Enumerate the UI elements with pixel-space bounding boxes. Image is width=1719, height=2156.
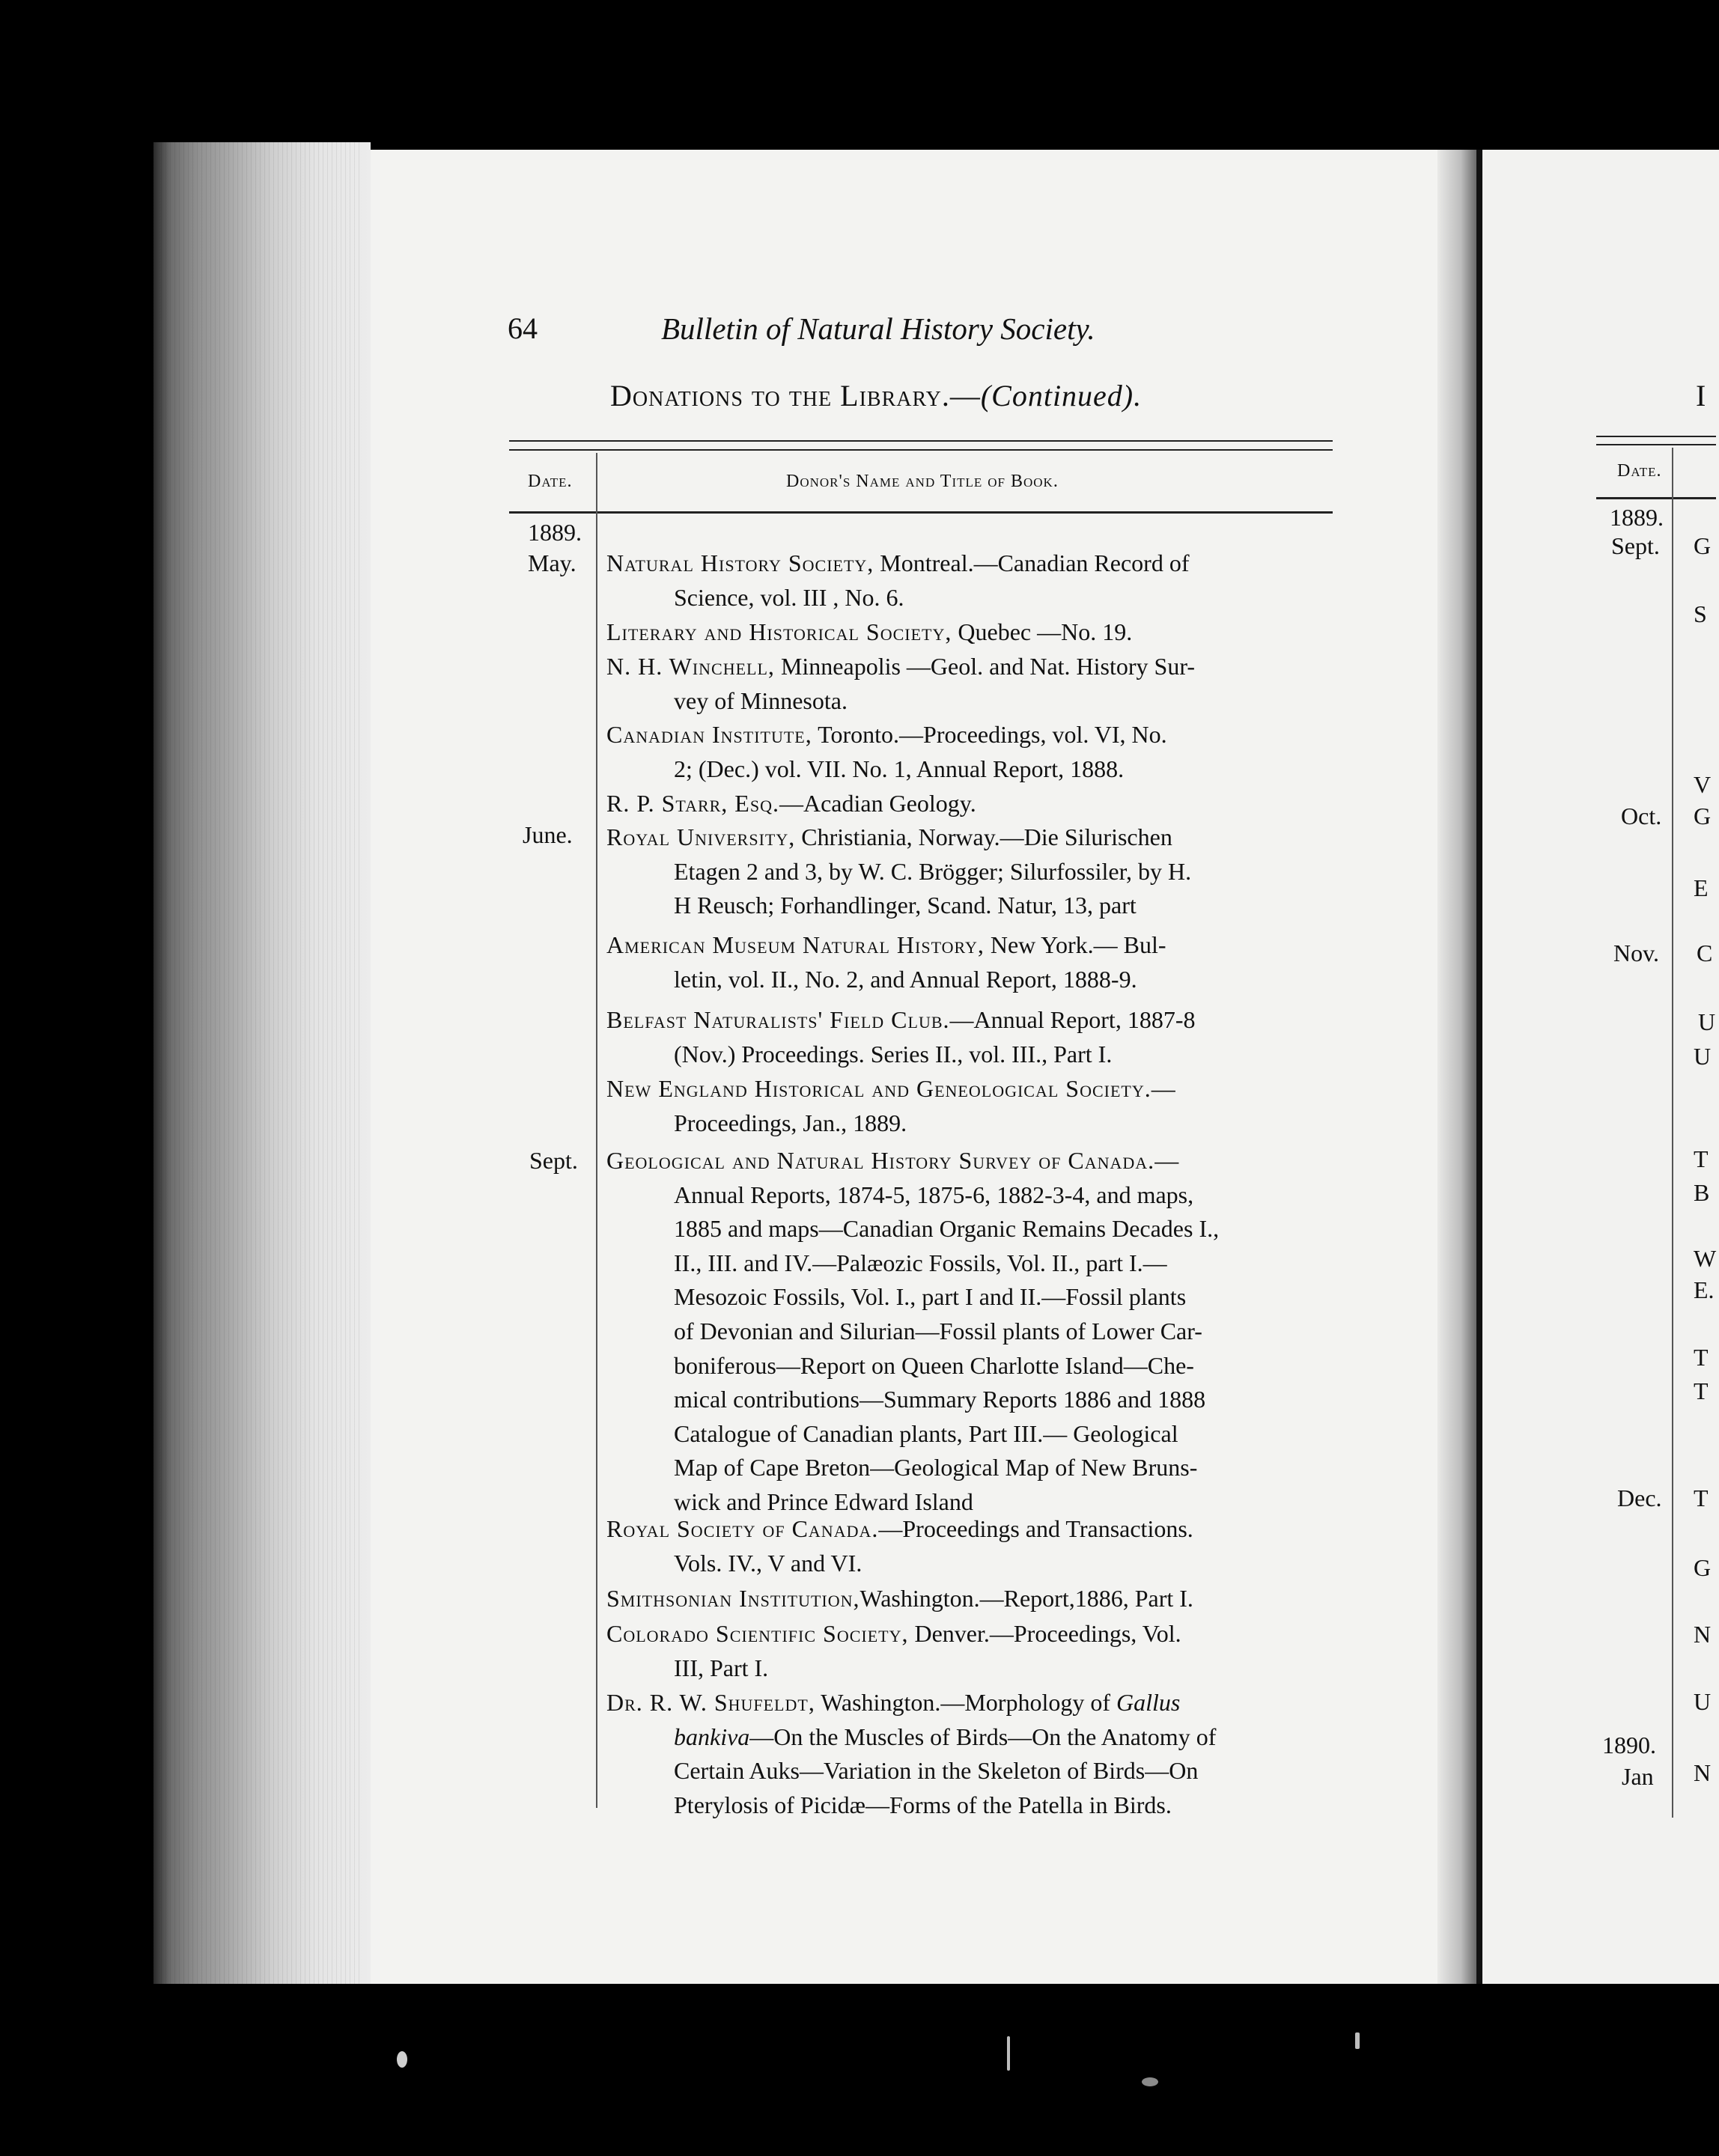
right-header-rule — [1596, 497, 1716, 499]
entry-text: Montreal.—Canadian Record of — [874, 549, 1190, 576]
table-top-rule-2 — [509, 449, 1333, 451]
right-date: Dec. — [1617, 1484, 1662, 1511]
running-title: Bulletin of Natural History Society. — [661, 311, 1095, 346]
right-text-fragment: N — [1694, 1621, 1712, 1648]
entry-text: —On the Muscles of Birds—On the Anatomy of — [749, 1723, 1217, 1750]
entry-italic: bankiva — [674, 1723, 750, 1750]
book-gutter — [1437, 150, 1476, 1984]
entry-continuation: H Reusch; Forhandlinger, Scand. Natur, 13, part — [674, 892, 1137, 919]
right-date: 1890. — [1602, 1732, 1656, 1758]
date-may: May. — [528, 549, 576, 576]
scan-speck — [1355, 2032, 1360, 2049]
entry-continuation: Catalogue of Canadian plants, Part III.— Geological — [674, 1419, 1178, 1447]
entry-text: Toronto.—Proceedings, vol. VI, No. — [812, 721, 1167, 748]
entry-smithsonian — [606, 1582, 1340, 1616]
entry-continuation: boniferous—Report on Queen Charlotte Island—Che- — [674, 1351, 1194, 1379]
right-text-fragment: T — [1694, 1377, 1709, 1404]
table-top-rule — [509, 440, 1333, 442]
right-date: Nov. — [1613, 940, 1660, 966]
right-date: Oct. — [1621, 803, 1662, 829]
right-text-fragment: T — [1694, 1145, 1709, 1172]
date-june: June. — [523, 821, 573, 848]
entry-american-museum — [606, 928, 1340, 996]
entry-canadian-institute — [606, 718, 1340, 786]
donor-name: Royal Society of Canada. — [606, 1515, 879, 1542]
entry-royal-society-canada — [606, 1512, 1340, 1580]
right-column-divider — [1672, 448, 1673, 1818]
right-text-fragment: E — [1694, 874, 1709, 901]
donor-name: New England Historical and Geneological Society. — [606, 1075, 1151, 1102]
right-text-fragment: U — [1694, 1688, 1712, 1715]
entry-text: Denver.—Proceedings, Vol. — [908, 1620, 1181, 1647]
date-sept: Sept. — [529, 1147, 578, 1174]
entry-continuation: Map of Cape Breton—Geological Map of New Bruns- — [674, 1454, 1198, 1482]
entry-text: Washington.—Morphology of — [815, 1689, 1116, 1716]
donor-name: Dr. R. W. Shufeldt, — [606, 1689, 815, 1716]
header-bottom-rule — [509, 511, 1333, 514]
entry-continuation: Proceedings, Jan., 1889. — [674, 1109, 907, 1136]
entry-natural-history-society — [606, 546, 1340, 615]
entry-continuation: wick and Prince Edward Island — [674, 1487, 973, 1515]
right-date: Sept. — [1611, 532, 1660, 559]
donor-name: Colorado Scientific Society, — [606, 1620, 909, 1647]
entry-continuation: of Devonian and Silurian—Fossil plants of Lower Car- — [674, 1317, 1202, 1345]
entry-continuation: Mesozoic Fossils, Vol. I., part I and II.—Fossil plants — [674, 1283, 1187, 1311]
entry-new-england-society — [606, 1072, 1340, 1140]
right-text-fragment: S — [1694, 600, 1707, 627]
right-text-fragment: U — [1694, 1043, 1712, 1070]
entry-text: —Acadian Geology. — [779, 790, 976, 817]
entry-continuation: Annual Reports, 1874-5, 1875-6, 1882-3-4, and maps, — [674, 1181, 1194, 1208]
scan-speck — [1142, 2077, 1158, 2086]
title-column-header: Donor's Name and Title of Book. — [786, 472, 1059, 491]
donor-name: N. H. Winchell, — [606, 653, 775, 680]
scan-speck — [1007, 2036, 1010, 2071]
donor-name: R. P. Starr, Esq. — [606, 790, 779, 817]
entry-shufeldt — [606, 1686, 1340, 1822]
right-page-header-fragment: I — [1696, 379, 1706, 412]
right-text-fragment: G — [1694, 532, 1712, 559]
entry-belfast-naturalists — [606, 1003, 1340, 1071]
donor-name: Literary and Historical Society, — [606, 618, 952, 645]
entry-text: Minneapolis —Geol. and Nat. History Sur- — [774, 653, 1195, 680]
right-page — [1476, 150, 1719, 1984]
donor-name: Royal University, — [606, 823, 796, 850]
right-text-fragment: T — [1694, 1484, 1709, 1511]
date-column-header: Date. — [528, 472, 573, 491]
scan-speck — [397, 2051, 407, 2068]
entry-continuation: II., III. and IV.—Palæozic Fossils, Vol. II., part I.— — [674, 1249, 1167, 1276]
section-title — [610, 378, 1142, 413]
entry-continuation: Etagen 2 and 3, by W. C. Brögger; Silurfossiler, by H. — [674, 857, 1192, 885]
right-date-column-header: Date. — [1617, 461, 1662, 481]
entry-colorado-society — [606, 1617, 1340, 1685]
donor-name: Belfast Naturalists' Field Club. — [606, 1006, 950, 1033]
entry-continuation: Certain Auks—Variation in the Skeleton of Birds—On — [674, 1757, 1199, 1785]
right-date: Jan — [1622, 1763, 1654, 1790]
entry-continuation: mical contributions—Summary Reports 1886 and 1888 — [674, 1386, 1206, 1413]
right-date: 1889. — [1610, 504, 1664, 531]
section-title-text: Donations to the Library.— — [610, 379, 981, 412]
entry-text: —Annual Report, 1887-8 — [949, 1006, 1196, 1033]
entry-starr — [606, 787, 1340, 821]
entry-continuation: letin, vol. II., No. 2, and Annual Report, 1888-9. — [674, 965, 1137, 993]
right-text-fragment: N — [1694, 1759, 1712, 1786]
right-text-fragment: G — [1694, 1554, 1712, 1581]
entry-geological-survey — [606, 1144, 1340, 1520]
donor-name: American Museum Natural History, — [606, 931, 985, 958]
right-text-fragment: U — [1698, 1008, 1716, 1035]
entry-continuation: 2; (Dec.) vol. VII. No. 1, Annual Report, 1888. — [674, 755, 1125, 782]
entry-text: New York.— Bul- — [984, 931, 1166, 958]
donor-name: Geological and Natural History Survey of Canada. — [606, 1147, 1155, 1174]
right-top-rule — [1596, 436, 1716, 437]
right-text-fragment: E. — [1694, 1276, 1715, 1303]
page-number: 64 — [508, 311, 538, 345]
date-year: 1889. — [528, 519, 582, 546]
donor-name: Natural History Society, — [606, 549, 874, 576]
right-text-fragment: V — [1694, 771, 1712, 798]
entry-text: Christiania, Norway.—Die Silurischen — [795, 823, 1172, 850]
right-text-fragment: W — [1694, 1245, 1717, 1272]
right-text-fragment: G — [1694, 803, 1712, 829]
entry-text: Quebec —No. 19. — [952, 618, 1133, 645]
donor-name: Canadian Institute, — [606, 721, 812, 748]
entry-text: —Proceedings and Transactions. — [878, 1515, 1193, 1542]
donor-name: Smithsonian Institution, — [606, 1585, 860, 1612]
section-title-continued: (Continued). — [980, 379, 1143, 412]
entry-royal-university — [606, 820, 1340, 923]
right-text-fragment: B — [1694, 1179, 1710, 1206]
entry-continuation: Science, vol. III , No. 6. — [674, 583, 904, 611]
right-text-fragment: T — [1694, 1344, 1709, 1371]
entry-continuation: (Nov.) Proceedings. Series II., vol. III., Part I. — [674, 1040, 1113, 1068]
right-top-rule-2 — [1596, 444, 1716, 445]
entry-text: — — [1151, 1075, 1175, 1102]
entry-continuation: vey of Minnesota. — [674, 686, 848, 714]
entry-continuation: III, Part I. — [674, 1654, 769, 1681]
entry-continuation: Vols. IV., V and VI. — [674, 1549, 862, 1577]
entry-literary-historical-society — [606, 615, 1340, 650]
entry-italic: Gallus — [1116, 1689, 1181, 1716]
entry-continuation: Pterylosis of Picidæ—Forms of the Patella in Birds. — [674, 1791, 1172, 1818]
entry-text: Washington.—Report,1886, Part I. — [860, 1585, 1193, 1612]
column-divider — [596, 453, 597, 1808]
entry-continuation: 1885 and maps—Canadian Organic Remains Decades I., — [674, 1215, 1220, 1243]
entry-text: — — [1154, 1147, 1179, 1174]
book-fore-edge-pages — [161, 142, 363, 1984]
right-text-fragment: C — [1697, 940, 1713, 966]
page-header — [508, 311, 1331, 356]
entry-winchell — [606, 650, 1340, 718]
